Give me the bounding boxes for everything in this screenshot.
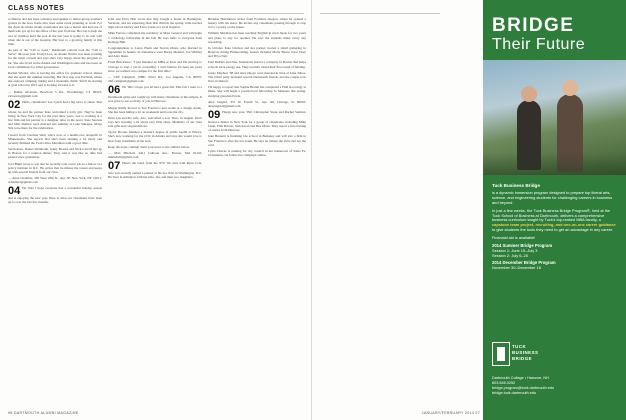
summer-program-title: 2014 Summer Bridge Program (492, 243, 553, 249)
class-year-number: 09 (208, 108, 221, 121)
class-year-number: 06 (108, 84, 121, 97)
class-note-text: Hi, '04s! I hope everyone had a wonderful holiday season and is enjoying the new year. Here is what our classmates have been up to over the last few months. (8, 186, 102, 205)
class-note-paragraph: — Matt Mitchell, 3421 Calhoun Ave., Boston, MA 02116; mmitchell@gmail.com (108, 150, 202, 160)
notes-column-3 (208, 17, 306, 405)
notes-column-2 (108, 17, 202, 405)
student-head-left (521, 86, 537, 102)
class-note-paragraph: Taylor Brooks finished a master's degree in public health at Emory. She's now working for the CDC in Atlanta and says she would love to hear from classmates in the area. (108, 130, 202, 143)
class-note-paragraph: — Anna Chamber, 285 West 18th St., Apt. 3F, New York, NY 10011; achamber@gmail.com (8, 176, 102, 185)
tuck-bridge-advertisement (483, 0, 626, 420)
ad-paragraph-2a: In just a few weeks, the Tuck Business Bridge Program®, held at the Tuck School of Business at Dartmouth, delivers a comprehensive business curriculum taught by Tuck's top-ranked MBA faculty, a (492, 207, 611, 223)
ad-highlight-text: capstone team project, recruiting, and one-on-one career guidance (492, 222, 616, 228)
class-note-paragraph: I'm happy to report that Sophie Brandt has completed a PhD in ecology at Duke. She will begin a postdoctoral fellowship in Montana this spring, studying grassland birds. (208, 85, 306, 98)
class-note-paragraph: Jessie Mayhew '08 and Alex Okoye were married in June at Lake Tahoe. The bridal party included several Dartmouth friends, and the couple now lives in Denver. (208, 70, 306, 84)
class-note-paragraph: Congratulations to Laura Pham and Steven Olsen, who married in September in Seattle. In attendance were Becky Mendez, Jon Whitley and Alex Dunn. (108, 45, 202, 59)
class-note-paragraph: Rachel Wiedel, who is leaving the office for graduate school, shares that she spent the summer traveling. Her first stop was Portland, where she enjoyed camping, hiking and a mountain climb. She'll be starting at grad school in 2015 and is looking forward to it. (8, 70, 102, 88)
section-header: CLASS NOTES (8, 5, 65, 12)
class-year-number: 07 (108, 160, 121, 173)
class-note-text: Happy new year, '09s! Christopher Stone and Rachel Sanborn hosted a dinner in New York for a group of classmates, including Mike Chun, Ellie Barton, Sam Kwan and Bea Olsen. They report a fun evening of stories from Hanover. (208, 109, 306, 133)
ad-body-copy (492, 184, 617, 271)
notes-column-1 (8, 17, 102, 405)
class-note-paragraph: Keep the notes coming! Send your news to the address below. (108, 144, 190, 149)
class-year-number: 04 (8, 185, 21, 198)
class-note-paragraph: Sarah Ross, Daniel Weintraub, Jenny Brooks and Nick Carroll met up in Boston for a reunion dinner. They said it was like no time had passed since graduation. (8, 147, 102, 160)
logo-line-1: TUCK (512, 344, 527, 349)
class-year-entry (8, 186, 102, 204)
class-note-paragraph: From Ben Russo: "I just finished an MBA at Tuck and I'm moving to Chicago to start a job in consulting. I can't believe it's been ten years since we walked onto campus for the first time." (108, 60, 202, 73)
class-note-paragraph: Carl Blum wrote to say that he recently took a new job as a fellow at a policy institute in D.C. He writes that he misses the Green and keeps up with several friends from our class. (8, 161, 102, 174)
class-note-paragraph: — Ruthie Alvarado, Bowdoin 5 Rd., Woodbridge, CT 06525; ralvarado@gmail.com (8, 89, 102, 98)
contact-phone: 603.646.0252 (492, 380, 516, 385)
summer-session-1: Session 1: June 15–July 3 (492, 247, 538, 253)
contact-website-link[interactable]: bridge.tuck.dartmouth.edu (492, 390, 537, 395)
logo-line-3: BRIDGE (512, 356, 533, 361)
class-year-entry (108, 85, 202, 103)
contact-address: Dartmouth College • Hanover, NH (492, 376, 549, 380)
class-note-paragraph: William Sherman has been teaching English in rural Japan for two years and plans to stay for another. He says the students make every day rewarding. (208, 31, 306, 44)
class-note-paragraph: Jake Brunetti is finishing law school in Berkeley and will join a firm in San Francisco after the bar exam. He says he misses the snow but not the cold. (208, 134, 306, 147)
tuck-bridge-logo (492, 340, 552, 370)
class-note-paragraph: Lydia Chavez is running for city council in her hometown of Santa Fe. Classmates can follow her campaign online. (208, 148, 306, 158)
class-note-paragraph: Dave Lin and his wife, Ana, welcomed a son, Theo, in August. Dave says he's learning a lot about very little sleep. Members of our class sent gifts and congratulations. (108, 115, 202, 129)
class-year-entry (8, 100, 102, 131)
class-note-paragraph: Mike Ferrara completed his residency at Mass General and will begin a cardiology fellowship in the fall. He says hello to everyone from Kellogg Hall. (108, 31, 202, 44)
students-photo (483, 60, 626, 175)
class-note-paragraph: Brendan Hutchinson writes from Portland, Oregon, where he opened a bakery with his sister. He invites any classmates passing through to stop in for a pastry on the house. (208, 17, 306, 30)
header-rule-right (320, 13, 440, 14)
ad-financial-aid: Financial aid is available! (492, 235, 536, 241)
class-note-paragraph: In October Kate Chabon and her partner hosted a small gathering in Hanover during Homecoming. Guests included Molly Byrne, Isaac Dorn and Priya Nair. (208, 45, 306, 59)
class-year-entry (208, 110, 306, 132)
logo-line-2: BUSINESS (512, 350, 539, 355)
footer-left: 96 DARTMOUTH ALUMNI MAGAZINE (8, 411, 79, 415)
class-note-paragraph: — Cliff Campbell, 10881 Silver Rd., Los Angeles, CA 90035; cliff.campbell@gmail.com (108, 74, 202, 84)
summer-session-2: Session 2: July 6–25 (492, 252, 528, 258)
ad-program-name: Tuck Business Bridge (492, 183, 540, 188)
footer-right: JANUARY/FEBRUARY 2014 97 (421, 411, 480, 415)
page-gutter (311, 0, 312, 420)
class-note-paragraph: As part of the "Call to Lead," Dartmouth cohorts took the "Call to Serve" this past year. Evelyn Lee, an Alaska Native, has been working for the tribal council and says she's very happy about the program so far. She also lived in the Alaska and Washington state and has been on local committees for tribal governance. (8, 48, 102, 69)
class-note-text: Here's the latest from the '07s! We start with Ryan Cole, who was recently named a partner at his law firm in Washington, D.C. He lives in Arlington with his wife, Jen, and their two daughters. (108, 161, 202, 180)
contact-email-link[interactable]: bridge.program@tuck.dartmouth.edu (492, 385, 555, 390)
class-note-paragraph: I heard from Caroline Weil, who's now at a health-care nonprofit in Minneapolis. She reports that she's been running a lot lately and recently finished the Twin Cities Marathon with a good time. (8, 132, 102, 145)
class-year-entry (108, 161, 202, 179)
student-head-right (562, 80, 578, 96)
class-note-paragraph: John and Erica Holt wrote that they bought a house in Burlington, Vermont, and are expecting their first child in the spring. John teaches high school history and Erica works at a local hospital. (108, 17, 202, 30)
ad-paragraph-2b: to give students the tools they need to get an advantage in any career. (492, 227, 614, 233)
class-note-text: Hello, classmates! Lee Lynch had a big news to share. This winter, he and his partner Kate welcomed a baby girl. They've been living in New York City for the past three years. Lee is working at a law firm and his partner is a designer. Also in the news: Kate Stevens and Matt Dermot were married last summer at Lake Sunapee. Many '02s were there for the celebration. (8, 99, 102, 131)
class-note-paragraph: Megan Reilly moved to San Francisco and works at a design studio. She has been hiking a lot on weekends and loves the city. (108, 105, 202, 114)
class-note-paragraph: Alex Jangard, 357 W. Fourth St., Apt. 4D, Chicago, IL 60610; alexjangard@gmail.com (208, 99, 306, 108)
ad-headline: BRIDGE (492, 15, 575, 36)
class-note-text: Hi, '06s! I hope you all had a great fall. This fall I went to a Dartmouth game and caught up with many classmates at the tailgate. It was great to see so many of you in Hanover. (108, 85, 202, 104)
december-program-dates: November 30–December 18 (492, 264, 541, 270)
header-rule-left (8, 13, 304, 14)
ad-contact-info (492, 376, 617, 396)
ad-subheadline: Their Future (492, 36, 586, 53)
ad-paragraph-2 (492, 209, 617, 234)
class-note-paragraph: Paul DuPlex and Nate Sandstrom started a company in Boston that helps schools track energy use. They recently raised their first round of funding. (208, 60, 306, 69)
december-program-title: 2014 December Bridge Program (492, 259, 556, 265)
class-note-paragraph: to Denver and has been a mentor and speaker to minor-group women's groups in the area. Katie also does some event planning at work. For the cheer & stricks sleuth ceremonies she was a bursar and had one of them who got up for the office of the year from her. Her trip to help the rest of children hold the post in the last year is going to do real well when she is out of the hospital. Her best to a growing family at this time. (8, 17, 102, 46)
notes-column-4 (322, 17, 476, 405)
contact-website[interactable] (492, 391, 617, 396)
ad-paragraph-1: is a dynamic immersion program designed to prepare top liberal arts, science, and engineering students for challenging careers in business and beyond. (492, 189, 613, 205)
logo-mark-icon (492, 342, 510, 366)
class-year-number: 02 (8, 98, 21, 111)
photo-shade (483, 153, 626, 175)
